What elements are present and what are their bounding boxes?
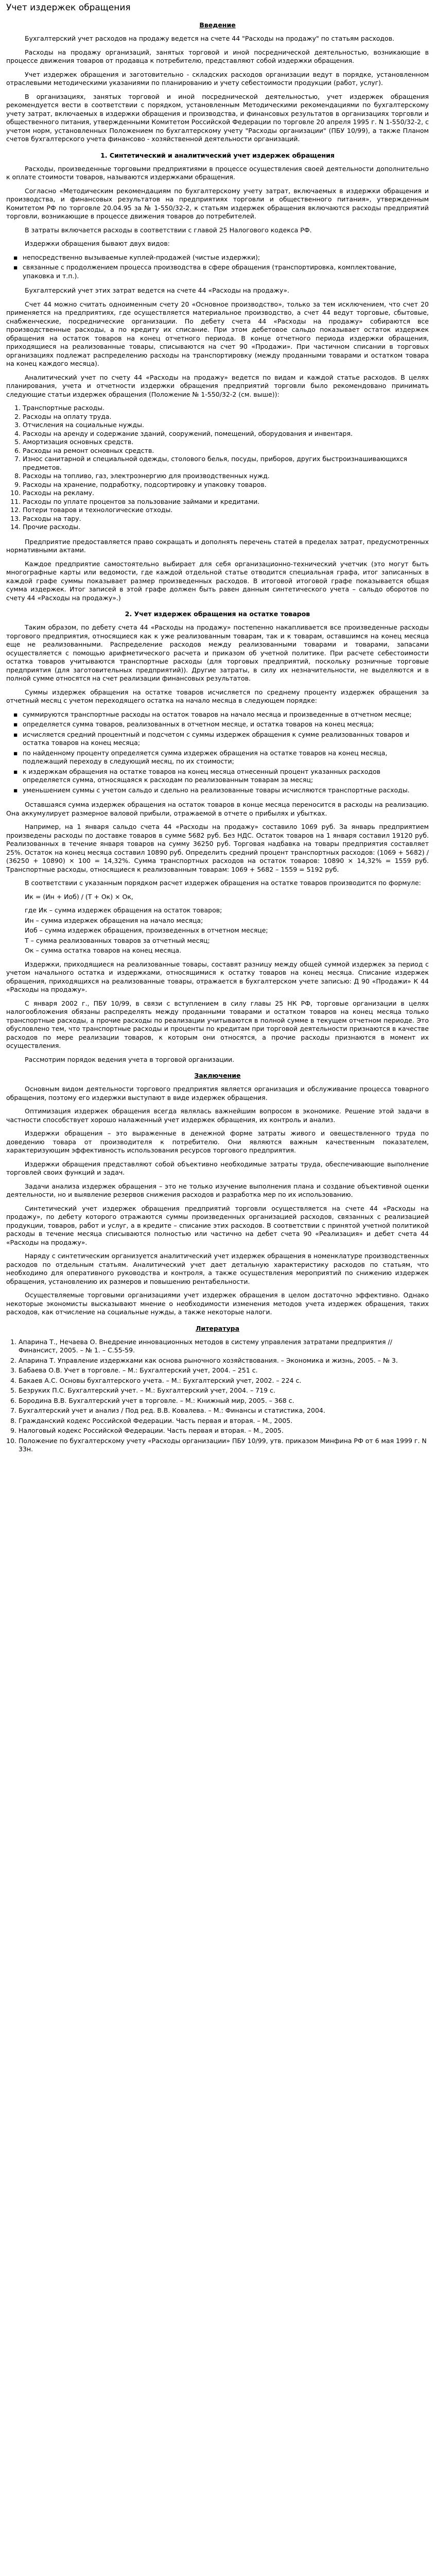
paragraph: Задачи анализа издержек обращения – это не только изучение выполнения плана и создание объективной оценки деятельности, но и выявление резервов снижения расходов и разработка мер по их использованию. [6,1182,429,1198]
list-item: ▪ связанные с продолжением процесса производства в сфере обращения (транспортировка, комплектование, упаковка и т.п.). [23,263,429,280]
paragraph: В организациях, занятых торговой и иной посреднической деятельностью, учет издержек обращения рекомендуется вести в соответствии с порядком, установленным Методическими рекомендациями по бухгалтерскому учету затрат, включаемых в издержки обращения и производства, и финансовых результатов в организациях торговли и общественного питания, утвержденными Комитетом Российской Федерации по торговле 20 апреля 1995 г. N 1-550/32-2, с учетом норм, установленных Положением по бухгалтерскому учету "Расходы организации" (ПБУ 10/99), а также Планом счетов бухгалтерского учета финансово - хозяйственной деятельности организаций. [6,92,429,143]
list-item: ▪ уменьшением суммы с учетом сальдо и сдельно на реализованные товары исчисляются транспортные расходы. [23,786,429,795]
reference-item: 3. Бабаева О.В. Учет в торговле. – М.: Бухгалтерский учет, 2004. – 251 с. [19,1366,429,1375]
list-item: 5. Амортизация основных средств. [23,438,429,447]
list-item: 12. Потери товаров и технологические отходы. [23,506,429,515]
expense-items-list [6,404,429,532]
paragraph: Наряду с синтетическим организуется аналитический учет издержек обращения в номенклатуре производственных расходов по отдельным статьям. Аналитический учет дает детальную характеристику расходов по статьям, что необходимо для оперативного руководства и контроля, а также осуществления мероприятий по снижению издержек обращения, установлению их размеров и повышению рентабельности. [6,1252,429,1285]
paragraph: В соответствии с указанным порядком расчет издержек обращения на остатке товаров производится по формуле: [25,879,421,887]
list-item: ▪ к издержкам обращения на остатке товаров на конец месяца отнесенный процент указанных расходов определяется сумма, относящаяся к расходам по реализованным товарам за месяц; [23,768,429,785]
intro-body [6,35,429,144]
list-item: ▪ исчисляется средний процентный и подсчетом с суммы издержек обращения к сумме реализованных товаров и остатка товаров на конец месяца; [23,731,429,748]
list-item: 2. Расходы на оплату труда. [23,413,429,421]
reference-item: 9. Налоговый кодекс Российской Федерации. Часть первая и вторая. – М., 2005. [19,1427,429,1435]
list-item: 1. Транспортные расходы. [23,404,429,413]
list-item: 13. Расходы на тару. [23,515,429,523]
definition: Т – сумма реализованных товаров за отчетный месяц; [25,936,210,944]
paragraph: Например, на 1 января сальдо счета 44 «Расходы на продажу» составило 1069 руб. За январь предприятием произведены расходы по доставке товаров в сумме 5682 руб. Без НДС. Остаток товаров на 1 января составил 19120 руб. Реализованных в течение января товаров на сумму 36250 руб. Торговая надбавка на товары предприятия составляет 25%. Остаток на конец месяца составил 10890 руб. Определить средний процент транспортных расходов: (1069 + 5682) / (36250 + 10890) × 100 = 14,32%. Сумма транспортных расходов на остаток товаров: 10890 × 14,32% = 1559 руб. Транспортные расходы, относящиеся к реализованным товарам: 1069 + 5682 – 1559 = 5192 руб. [6,823,429,873]
reference-item: 8. Гражданский кодекс Российской Федерации. Часть первая и вторая. – М., 2005. [19,1417,429,1426]
paragraph: Издержки, приходящиеся на реализованные товары, составят разницу между общей суммой издержек за период с учетом начального остатка и издержками, относящимися к остатку товаров на конец месяца. Списание издержек обращения, приходящихся на реализованные товары, отражается в бухгалтерском учете записью: Д 90 «Продажи» К 44 «Расходы на продажу». [6,960,429,993]
paragraph: Согласно «Методическим рекомендациям по бухгалтерскому учету затрат, включаемых в издержки обращения и производства, и финансовых результатов на предприятиях торговли и общественного питания», утвержденным Комитетом РФ по торговле 20.04.95 за № 1-550/32-2, к статьям издержек обращения включаются расходы предприятий торговли, возникающие в процессе движения товаров до потребителей. [6,187,429,220]
reference-item: 5. Безруких П.С. Бухгалтерский учет. – М.: Бухгалтерский учет, 2004. – 719 с. [19,1386,429,1395]
section1-heading: 1. Синтетический и аналитический учет издержек обращения [100,151,335,159]
definition: Ок – сумма остатка товаров на конец месяца. [25,946,182,954]
list-item: 3. Отчисления на социальные нужды. [23,421,429,430]
paragraph: Таким образом, по дебету счета 44 «Расходы на продажу» постепенно накапливается все произведенные расходы торгового предприятия, относящиеся как к уже реализованным товарам, так и к товарам, оставшимся на конец месяца еще не реализованными. Распределение расходов между реализованными товарами и товарами, запасами осуществляется с помощью арифметического расчета и приказом об учетной политике. При расчете себестоимости остатка товаров учитываются транспортные расходы (для торговых предприятий, поскольку розничные торговые предприятия (для заготовительных предприятий)). Другие затраты, в силу их незначительности, не выделяются и в полной сумме относятся на счет реализации финансовых результатов. [6,623,429,682]
list-item: ▪ по найденному проценту определяется сумма издержек обращения на остатке товаров на конец месяца, подлежащий переходу в следующий месяц, по их стоимости; [23,749,429,766]
paragraph: Синтетический учет издержек обращения предприятий торговли осуществляется на счете 44 «Расходы на продажу», по дебету которого отражаются суммы произведенных организацией расходов, связанных с реализацией продукции, товаров, работ и услуг, а в кредите – списание этих расходов. В соответствии с принятой учетной политикой расходы в течение месяца списываются полностью или частично на дебет счета 90 «Реализация» и дебет счета 44 «Расходы на продажу». [6,1204,429,1246]
paragraph: Бухгалтерский учет расходов на продажу ведется на счете 44 "Расходы на продажу" по статьям расходов. [25,35,395,42]
paragraph: Бухгалтерский учет этих затрат ведется на счете 44 «Расходы на продажу». [25,286,289,294]
kinds-list [6,253,429,281]
paragraph: Основным видом деятельности торгового предприятия является организация и обслуживание процесса товарного обращения, поэтому его издержки выступают в виде издержек обращения. [6,1085,429,1101]
reference-item: 1. Апарина Т., Нечаева О. Внедрение инновационных методов в систему управления затратами предприятия // Финансист, 2005. – № 1. – С.55-59. [19,1338,429,1355]
paragraph: Расходы, произведенные торговыми предприятиями в процессе осуществления своей деятельности дополнительно к оплате стоимости товаров, называются издержками обращения. [6,164,429,181]
list-item: 9. Расходы на хранение, подработку, подсортировку и упаковку товаров. [23,481,429,489]
paragraph: Каждое предприятие самостоятельно выбирает для себя организационно-технический учетчик (это могут быть многографные карты или ведомости, где каждой отдельной статье отводится специальная графа, итог записанных в каждой графе суммы показывает размер произведенных расходов. В итоговой итоговой графе показывается общая сумма издержек. Итог записей в этой графе должен быть равен данным синтетического учета – сальдо оборотов по счету 44 «Расходы на продажу».) [6,560,429,602]
references-list [6,1338,429,1454]
intro-heading: Введение [199,21,236,29]
list-item: 7. Износ санитарной и специальной одежды, столового белья, посуды, приборов, других быстроизнашивающихся предметов. [23,455,429,472]
list-item: 8. Расходы на топливо, газ, электроэнергию для производственных нужд. [23,472,429,481]
paragraph: Счет 44 можно считать одноименным счету 20 «Основное производство», только за тем исключением, что счет 20 применяется на предприятиях, где осуществляется материальное производство, а счет 44 ведут торговые, сбытовые, снабженческие, посреднические организации. По дебету счета 44 «Расходы на продажу» собираются все производственные расходы, а по кредиту их списание. При этом дебетовое сальдо показывает остаток издержек обращения на остаток товаров на конец отчетного периода. В конце отчетного периода издержки обращения, приходящиеся на реализованные товары, списываются на счет 90 «Продажи». При частичном списании в торговых организациях подлежат распределению расходы на транспортировку (между проданными товарами и остатком товара на конец каждого месяца). [6,300,429,367]
paragraph: Учет издержек обращения и заготовительно - складских расходов организации ведут в порядке, установленном отраслевыми методическими указаниями по планированию и учету себестоимости продукции (работ, услуг). [6,70,429,87]
reference-item: 2. Апарина Т. Управление издержками как основа рыночного хозяйствования. – Экономика и жизнь, 2005. – № 3. [19,1357,429,1365]
definition: где Ик – сумма издержек обращения на остаток товаров; [25,906,222,914]
references-heading: Литература [195,1324,240,1332]
paragraph: Суммы издержек обращения на остатке товаров исчисляется по среднему проценту издержек обращения за отчетный месяц с учетом переходящего остатка на начало месяца в следующем порядке: [6,688,429,704]
paragraph: Осуществляемые торговыми организациями учет издержек обращения в целом достаточно эффективно. Однако некоторые экономисты высказывают мнение о необходимости изменения методов учета издержек обращения, таких расходов, как отчисление на социальные нужды, а также некоторые налоги. [6,1291,429,1316]
list-item: 14. Прочие расходы. [23,523,429,532]
list-item: 10. Расходы на рекламу. [23,489,429,498]
reference-item: 6. Бородина В.В. Бухгалтерский учет в торговле. – М.: Книжный мир, 2005. – 368 с. [19,1397,429,1405]
list-item: 4. Расходы на аренду и содержание зданий, сооружений, помещений, оборудования и инвентаря. [23,430,429,438]
paragraph: Аналитический учет по счету 44 «Расходы на продажу» ведется по видам и каждой статье расходов. В целях планирования, учета и отчетности издержки обращения предприятий торговли было рекомендовано принимать следующие статьи издержек обращения (Положение № 1-550/32-2 (см. выше)): [6,373,429,398]
paragraph: Оптимизация издержек обращения всегда являлась важнейшим вопросом в экономике. Решение этой задачи в частности способствует хорошо налаженный учет издержек обращения, их контроль и анализ. [6,1107,429,1124]
paragraph: Рассмотрим порядок ведения учета в торговой организации. [25,1055,235,1063]
paragraph: Расходы на продажу организаций, занятых торговой и иной посреднической деятельностью, возникающие в процессе движения товаров от продавца к потребителю, представляют собой издержки обращения. [6,48,429,64]
paragraph: Издержки обращения представляют собой объективно необходимые затраты труда, обеспечивающие выполнение торговлей своих функций и задач. [6,1160,429,1176]
paragraph: Предприятие предоставляется право сокращать и дополнять перечень статей в пределах затрат, предусмотренных нормативными актами. [6,537,429,554]
paragraph: С января 2002 г., ПБУ 10/99, в связи с вступлением в силу главы 25 НК РФ, торговые организации в целях налогообложения обязаны распределять между проданными товарами и остатком товаров на конец месяца только транспортные расходы, а прочие расходы по реализации учитываются в полной сумме в текущем отчетном периоде. Это обусловлено тем, что транспортные расходы и проценты по кредитам при торговой деятельности признаются в качестве расходов по мере реализации товаров, к которым они относятся, а прочие расходы признаются в момент их осуществления. [6,999,429,1049]
list-item: 11. Расходы по уплате процентов за пользование займами и кредитами. [23,498,429,506]
paragraph: Издержки обращения – это выраженные в денежной форме затраты живого и овеществленного труда по доведению товара от производителя к потребителю. Они являются важным качественным показателем, характеризующим эффективность использования ресурсов торгового предприятия. [6,1129,429,1154]
paragraph: Оставшаяся сумма издержек обращения на остаток товаров в конце месяца переносится в расходы на реализацию. Она аккумулирует размерное валовой прибыли, отражаемой в отчете о прибылях и убытках. [6,801,429,817]
list-item: 6. Расходы на ремонт основных средств. [23,447,429,455]
section2-heading: 2. Учет издержек обращения на остатке товаров [125,610,310,618]
list-item: ▪ суммируются транспортные расходы на остаток товаров на начало месяца и произведенные в отчетном месяце; [23,710,429,719]
reference-item: 7. Бухгалтерский учет и анализ / Под ред. В.В. Ковалева. – М.: Финансы и статистика, 2004. [19,1406,429,1415]
definition: Ин – сумма издержек обращения на начало месяца; [25,916,203,924]
conclusion-heading: Заключение [194,1072,241,1079]
steps-list [6,710,429,795]
reference-item: 10. Положение по бухгалтерскому учету «Расходы организации» ПБУ 10/99, утв. приказом Минфина РФ от 6 мая 1999 г. N 33н. [19,1437,429,1454]
paragraph: В затраты включается расходы в соответствии с главой 25 Налогового кодекса РФ. [25,226,312,234]
formula-definitions [25,906,429,955]
definition: Иоб – сумма издержек обращения, произведенных в отчетном месяце; [25,926,268,934]
kinds-heading: Издержки обращения бывают двух видов: [25,240,170,247]
formula: Ик = (Ин + Иоб) / (Т + Ок) × Ок, [25,892,133,901]
reference-item: 4. Бакаев А.С. Основы бухгалтерского учета. – М.: Бухгалтерский учет, 2002. – 224 с. [19,1377,429,1385]
page-title: Учет издержек обращения [6,3,131,13]
list-item: ▪ определяется сумма товаров, реализованных в отчетном месяце, и остатка товаров на конец месяца; [23,720,429,729]
list-item: ▪ непосредственно вызываемые куплей-продажей (чистые издержки); [23,253,429,262]
